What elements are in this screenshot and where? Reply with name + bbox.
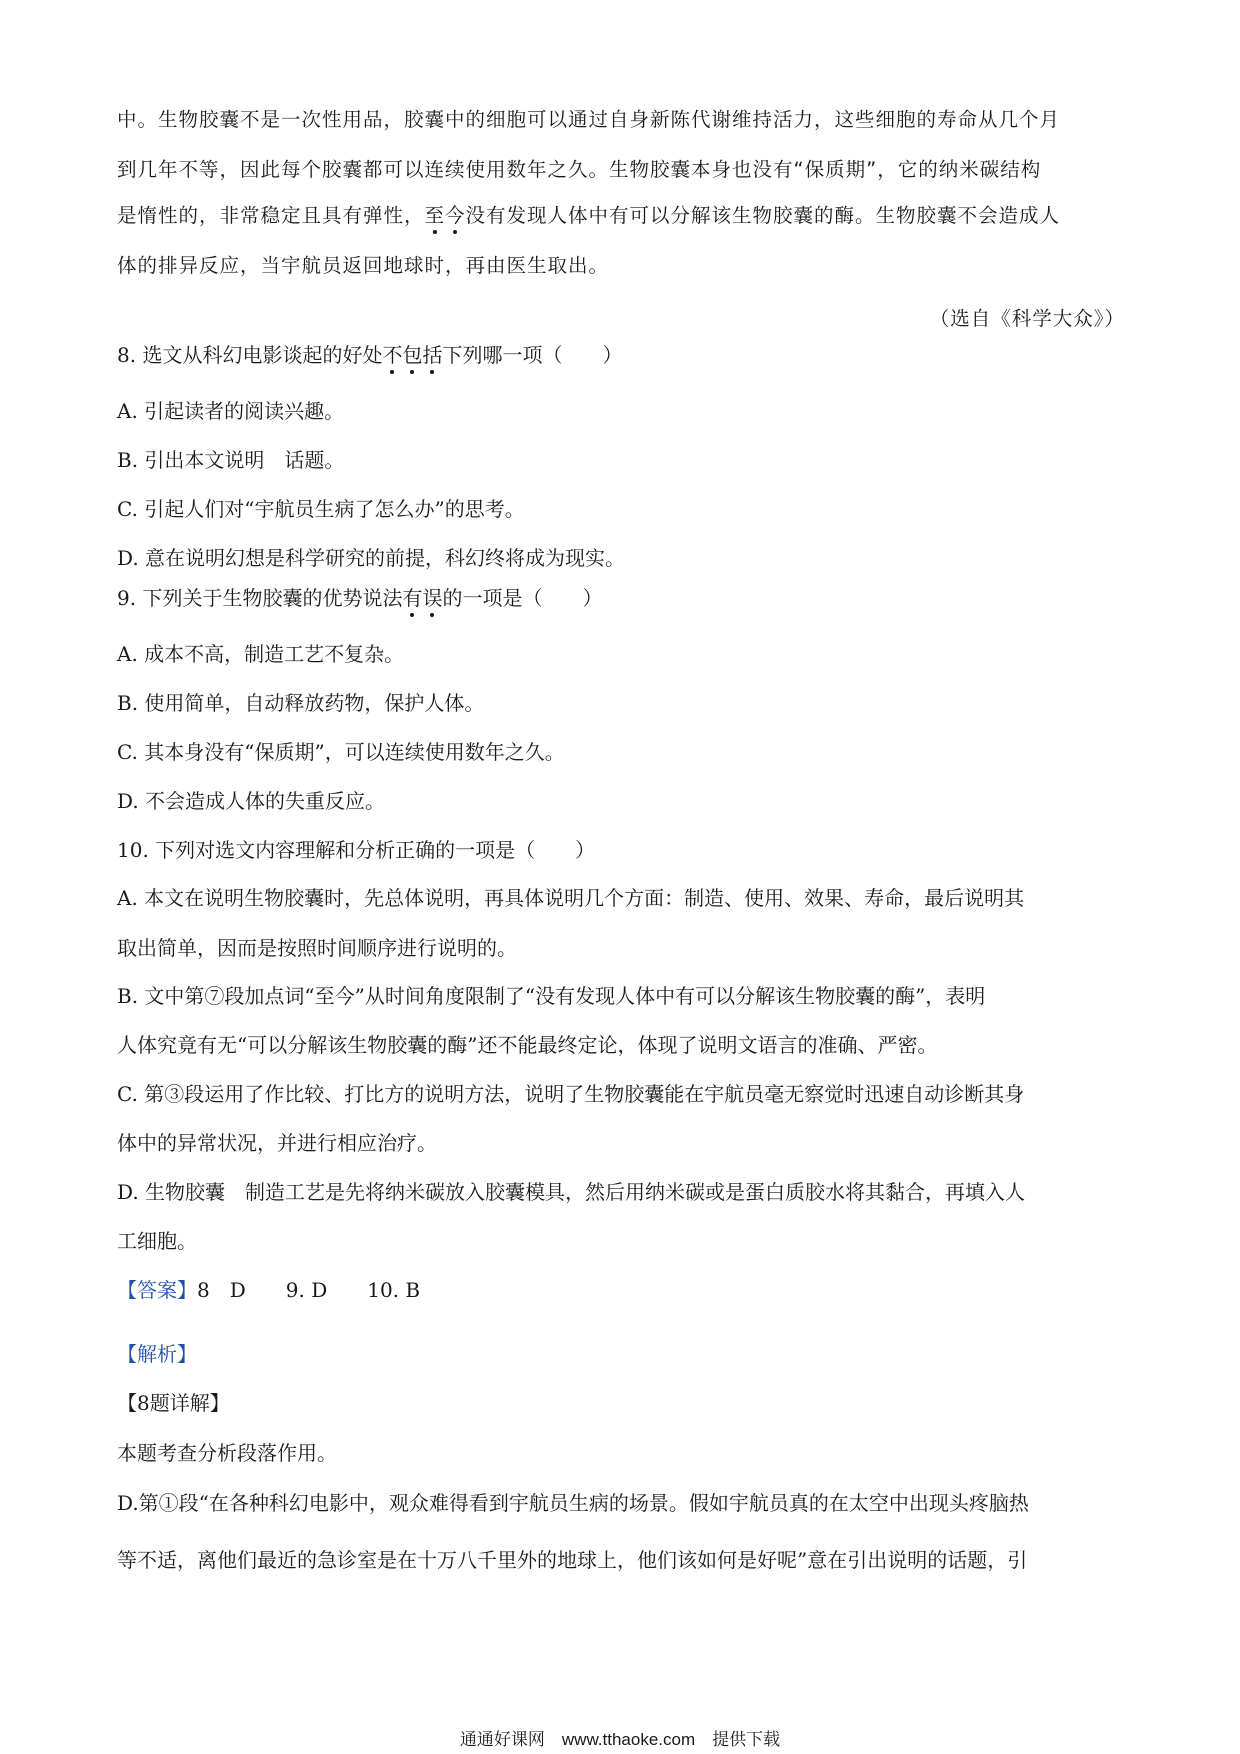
footer: 通通好课网 www.tthaoke.com 提供下载 [459, 1730, 781, 1749]
answer-line [117, 1277, 420, 1303]
emphasis-dot-char: 包 [402, 343, 423, 367]
question-text: 8. 选文从科幻电影谈起的好处 [117, 343, 383, 367]
source-citation: （选自《科学大众》） [929, 307, 1125, 330]
emphasis-dot-char: 括 [422, 343, 443, 367]
analysis-line: 等不适，离他们最近的急诊室是在十万八千里外的地球上，他们该如何是好呢”意在引出说明的话题，引 [117, 1548, 1028, 1572]
detail-heading: 【8题详解】 [117, 1391, 230, 1415]
option-b-cont: 人体究竟有无“可以分解该生物胶囊的酶”还不能最终定论，体现了说明文语言的准确、严密。 [117, 1033, 938, 1057]
option-d: D. 生物胶囊 制造工艺是先将纳米碳放入胶囊模具，然后用纳米碳或是蛋白质胶水将其黏合，再填入人 [117, 1180, 1026, 1204]
analysis-intro: 本题考查分析段落作用。 [117, 1441, 337, 1465]
question-text: 的一项是（ ） [442, 586, 603, 610]
option-a: A. 本文在说明生物胶囊时，先总体说明，再具体说明几个方面：制造、使用、效果、寿命，最后说明其 [117, 886, 1025, 910]
option-c: C. 第③段运用了作比较、打比方的说明方法，说明了生物胶囊能在宇航员毫无察觉时迅速自动诊断其身 [117, 1082, 1025, 1106]
option-c: C. 其本身没有“保质期”，可以连续使用数年之久。 [117, 740, 565, 764]
option-c-cont: 体中的异常状况，并进行相应治疗。 [117, 1131, 437, 1155]
passage-line: 中。生物胶囊不是一次性用品，胶囊中的细胞可以通过自身新陈代谢维持活力，这些细胞的寿命从几个月 [117, 108, 1061, 131]
option-a-cont: 取出简单，因而是按照时间顺序进行说明的。 [117, 936, 517, 960]
question-10: 10. 下列对选文内容理解和分析正确的一项是（ ） [117, 838, 596, 862]
emphasis-dot-char: 误 [422, 586, 443, 610]
passage-text: 没有发现人体中有可以分解该生物胶囊的酶。生物胶囊不会造成人 [465, 204, 1061, 227]
emphasis-dot-char: 今 [445, 204, 466, 227]
option-d: D. 意在说明幻想是科学研究的前提，科幻终将成为现实。 [117, 546, 626, 570]
question-8 [117, 342, 622, 368]
passage-text: 是惰性的，非常稳定且具有弹性， [117, 204, 425, 227]
question-9 [117, 585, 602, 611]
answer-text: 8 D 9. D 10. B [197, 1278, 421, 1302]
option-c: C. 引起人们对“宇航员生病了怎么办”的思考。 [117, 497, 525, 521]
analysis-label: 【解析】 [117, 1342, 197, 1366]
passage-line [117, 203, 1060, 229]
option-a: A. 引起读者的阅读兴趣。 [117, 399, 345, 423]
option-b: B. 文中第⑦段加点词“至今”从时间角度限制了“没有发现人体中有可以分解该生物胶囊的酶”，表明 [117, 984, 986, 1008]
passage-line: 体的排异反应，当宇航员返回地球时，再由医生取出。 [117, 254, 610, 277]
option-a: A. 成本不高，制造工艺不复杂。 [117, 642, 405, 666]
question-text: 下列哪一项（ ） [442, 343, 623, 367]
analysis-line: D.第①段“在各种科幻电影中，观众难得看到宇航员生病的场景。假如宇航员真的在太空中出现头疼脑热 [117, 1491, 1029, 1515]
emphasis-dot-char: 至 [424, 204, 446, 227]
emphasis-dot-char: 有 [402, 586, 423, 610]
option-b: B. 使用简单，自动释放药物，保护人体。 [117, 691, 485, 715]
option-d-cont: 工细胞。 [117, 1229, 197, 1253]
option-b: B. 引出本文说明 话题。 [117, 448, 345, 472]
passage-line: 到几年不等，因此每个胶囊都可以连续使用数年之久。生物胶囊本身也没有“保质期”，它的纳米碳结构 [117, 158, 1042, 181]
emphasis-dot-char: 不 [382, 343, 403, 367]
question-text: 9. 下列关于生物胶囊的优势说法 [117, 586, 403, 610]
answer-label: 【答案】 [117, 1278, 197, 1302]
option-d: D. 不会造成人体的失重反应。 [117, 789, 386, 813]
